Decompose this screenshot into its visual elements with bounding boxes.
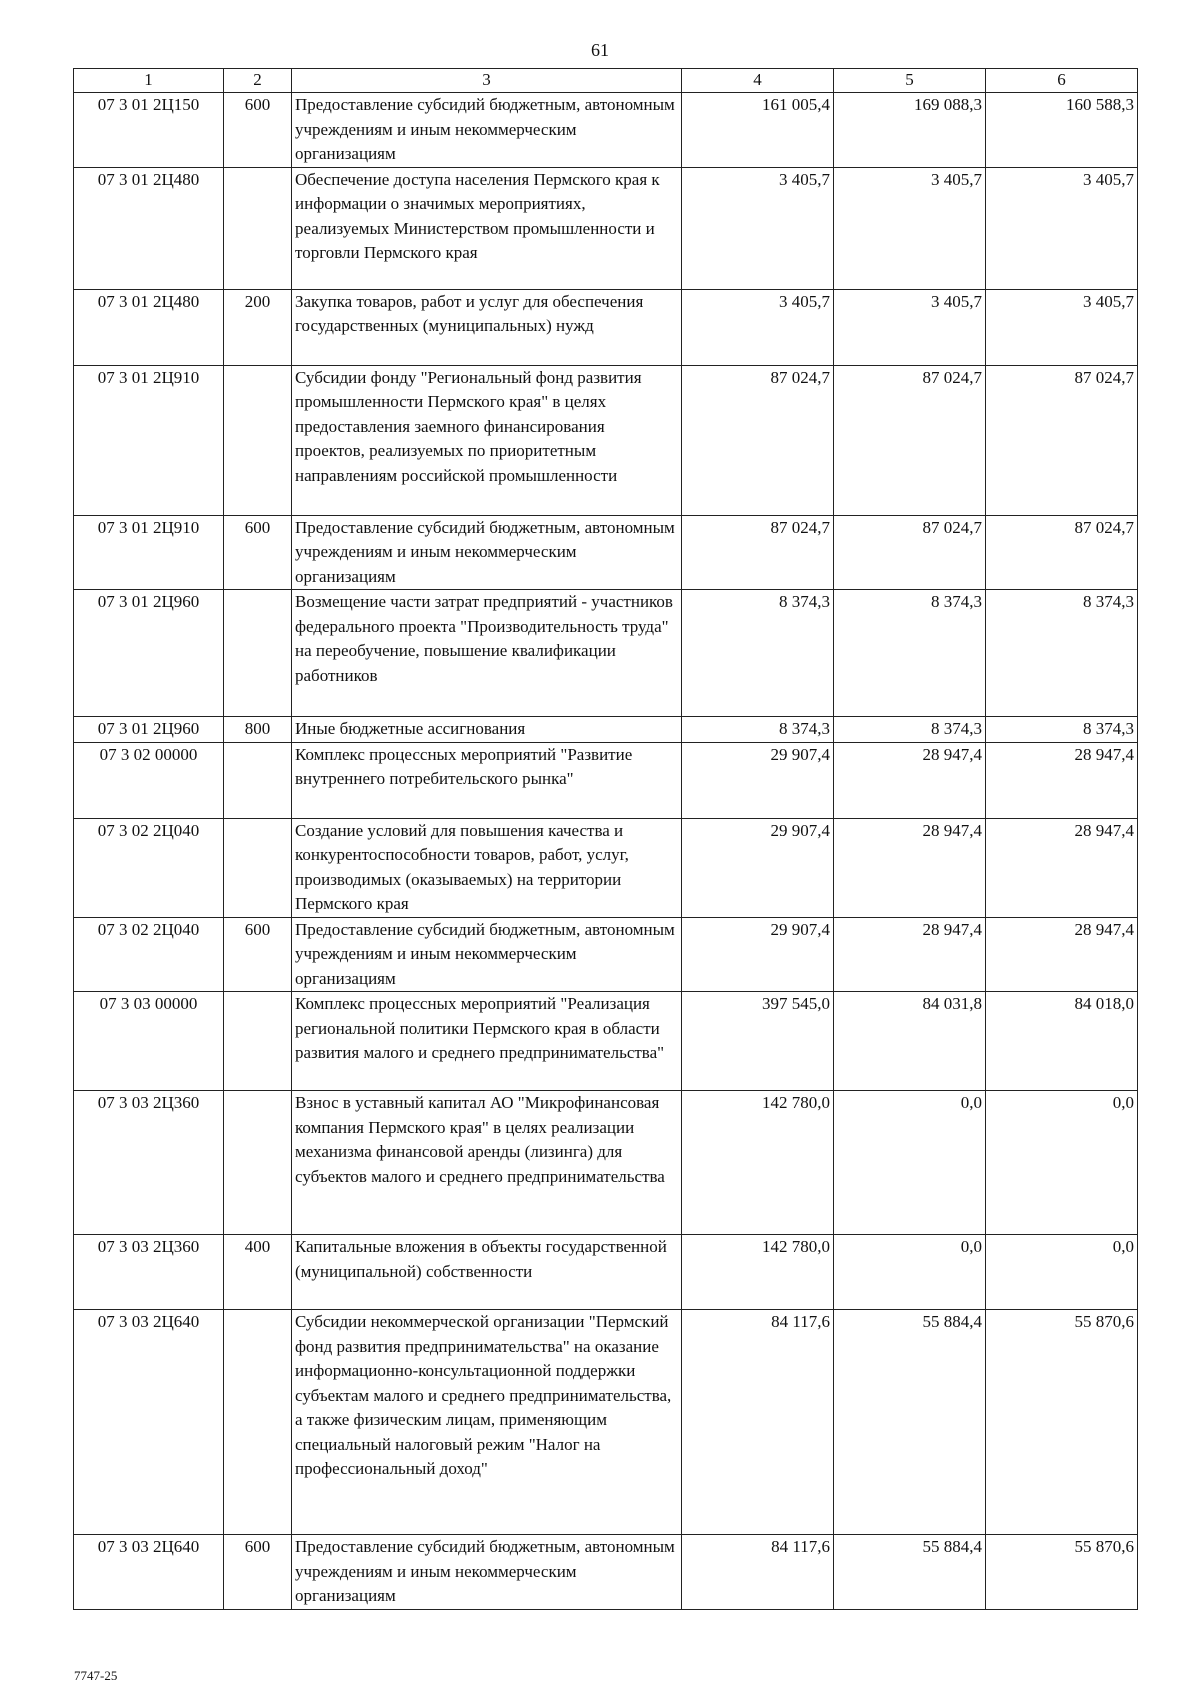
amount-year2-cell: 3 405,7: [834, 289, 986, 365]
header-cell-1: 1: [74, 69, 224, 93]
amount-year1-cell: 8 374,3: [682, 590, 834, 717]
expense-type-cell: 600: [224, 93, 292, 168]
table-row: [74, 93, 1138, 168]
header-cell-3: 3: [292, 69, 682, 93]
table-row: [74, 917, 1138, 992]
amount-year1-cell: 87 024,7: [682, 515, 834, 590]
code-cell: 07 3 02 2Ц040: [74, 917, 224, 992]
name-cell: Предоставление субсидий бюджетным, автономным учреждениям и иным некоммерческим организациям: [292, 93, 682, 168]
table-row: [74, 742, 1138, 818]
code-cell: 07 3 01 2Ц910: [74, 515, 224, 590]
name-cell: Субсидии фонду "Региональный фонд развития промышленности Пермского края" в целях предоставления заемного финансирования проектов, реализуемых по приоритетным направлениям российской промышленности: [292, 365, 682, 515]
amount-year3-cell: 28 947,4: [986, 917, 1138, 992]
expense-type-cell: [224, 167, 292, 289]
amount-year3-cell: 0,0: [986, 1091, 1138, 1235]
header-cell-4: 4: [682, 69, 834, 93]
amount-year3-cell: 160 588,3: [986, 93, 1138, 168]
budget-table: [73, 68, 1138, 1610]
amount-year3-cell: 3 405,7: [986, 167, 1138, 289]
amount-year2-cell: 55 884,4: [834, 1535, 986, 1610]
page-number: 61: [591, 40, 609, 60]
expense-type-cell: [224, 590, 292, 717]
name-cell: Взнос в уставный капитал АО "Микрофинансовая компания Пермского края" в целях реализации механизма финансовой аренды (лизинга) для субъектов малого и среднего предпринимательства: [292, 1091, 682, 1235]
amount-year2-cell: 8 374,3: [834, 590, 986, 717]
amount-year2-cell: 0,0: [834, 1091, 986, 1235]
expense-type-cell: [224, 818, 292, 917]
amount-year1-cell: 29 907,4: [682, 742, 834, 818]
document-code: 7747-25: [74, 1668, 118, 1683]
expense-type-cell: 600: [224, 1535, 292, 1610]
header-row: [74, 69, 1138, 93]
amount-year2-cell: 84 031,8: [834, 992, 986, 1091]
name-cell: Предоставление субсидий бюджетным, автономным учреждениям и иным некоммерческим организациям: [292, 917, 682, 992]
expense-type-cell: [224, 365, 292, 515]
expense-type-cell: [224, 1091, 292, 1235]
name-cell: Капитальные вложения в объекты государственной (муниципальной) собственности: [292, 1235, 682, 1310]
amount-year2-cell: 0,0: [834, 1235, 986, 1310]
amount-year1-cell: 142 780,0: [682, 1091, 834, 1235]
amount-year1-cell: 3 405,7: [682, 289, 834, 365]
amount-year1-cell: 3 405,7: [682, 167, 834, 289]
name-cell: Закупка товаров, работ и услуг для обеспечения государственных (муниципальных) нужд: [292, 289, 682, 365]
name-cell: Комплекс процессных мероприятий "Реализация региональной политики Пермского края в области развития малого и среднего предпринимательства": [292, 992, 682, 1091]
table-row: [74, 515, 1138, 590]
amount-year3-cell: 8 374,3: [986, 590, 1138, 717]
amount-year1-cell: 8 374,3: [682, 717, 834, 743]
name-cell: Возмещение части затрат предприятий - участников федерального проекта "Производительность труда" на переобучение, повышение квалификации работников: [292, 590, 682, 717]
table-row: [74, 992, 1138, 1091]
table-row: [74, 289, 1138, 365]
amount-year3-cell: 0,0: [986, 1235, 1138, 1310]
code-cell: 07 3 01 2Ц960: [74, 717, 224, 743]
code-cell: 07 3 01 2Ц150: [74, 93, 224, 168]
header-cell-6: 6: [986, 69, 1138, 93]
expense-type-cell: 600: [224, 515, 292, 590]
header-cell-5: 5: [834, 69, 986, 93]
amount-year1-cell: 29 907,4: [682, 818, 834, 917]
amount-year1-cell: 87 024,7: [682, 365, 834, 515]
name-cell: Предоставление субсидий бюджетным, автономным учреждениям и иным некоммерческим организациям: [292, 1535, 682, 1610]
amount-year3-cell: 87 024,7: [986, 365, 1138, 515]
code-cell: 07 3 01 2Ц960: [74, 590, 224, 717]
expense-type-cell: 600: [224, 917, 292, 992]
expense-type-cell: 400: [224, 1235, 292, 1310]
name-cell: Иные бюджетные ассигнования: [292, 717, 682, 743]
code-cell: 07 3 01 2Ц910: [74, 365, 224, 515]
name-cell: Обеспечение доступа населения Пермского края к информации о значимых мероприятиях, реализуемых Министерством промышленности и торговли Пермского края: [292, 167, 682, 289]
name-cell: Комплекс процессных мероприятий "Развитие внутреннего потребительского рынка": [292, 742, 682, 818]
code-cell: 07 3 03 2Ц640: [74, 1310, 224, 1535]
amount-year3-cell: 8 374,3: [986, 717, 1138, 743]
amount-year1-cell: 84 117,6: [682, 1535, 834, 1610]
amount-year3-cell: 84 018,0: [986, 992, 1138, 1091]
amount-year3-cell: 28 947,4: [986, 818, 1138, 917]
amount-year3-cell: 87 024,7: [986, 515, 1138, 590]
amount-year2-cell: 55 884,4: [834, 1310, 986, 1535]
amount-year2-cell: 169 088,3: [834, 93, 986, 168]
amount-year3-cell: 3 405,7: [986, 289, 1138, 365]
amount-year2-cell: 87 024,7: [834, 515, 986, 590]
code-cell: 07 3 02 00000: [74, 742, 224, 818]
table-row: [74, 365, 1138, 515]
code-cell: 07 3 03 2Ц360: [74, 1235, 224, 1310]
name-cell: Предоставление субсидий бюджетным, автономным учреждениям и иным некоммерческим организациям: [292, 515, 682, 590]
expense-type-cell: [224, 992, 292, 1091]
amount-year1-cell: 29 907,4: [682, 917, 834, 992]
amount-year2-cell: 8 374,3: [834, 717, 986, 743]
expense-type-cell: 800: [224, 717, 292, 743]
amount-year3-cell: 55 870,6: [986, 1310, 1138, 1535]
table-row: [74, 167, 1138, 289]
amount-year1-cell: 161 005,4: [682, 93, 834, 168]
table-row: [74, 590, 1138, 717]
amount-year2-cell: 87 024,7: [834, 365, 986, 515]
table-row: [74, 818, 1138, 917]
amount-year1-cell: 142 780,0: [682, 1235, 834, 1310]
code-cell: 07 3 03 2Ц640: [74, 1535, 224, 1610]
expense-type-cell: [224, 1310, 292, 1535]
amount-year3-cell: 28 947,4: [986, 742, 1138, 818]
amount-year2-cell: 28 947,4: [834, 917, 986, 992]
amount-year2-cell: 28 947,4: [834, 742, 986, 818]
header-cell-2: 2: [224, 69, 292, 93]
code-cell: 07 3 02 2Ц040: [74, 818, 224, 917]
table-row: [74, 717, 1138, 743]
code-cell: 07 3 01 2Ц480: [74, 167, 224, 289]
table-row: [74, 1310, 1138, 1535]
code-cell: 07 3 01 2Ц480: [74, 289, 224, 365]
amount-year1-cell: 397 545,0: [682, 992, 834, 1091]
expense-type-cell: [224, 742, 292, 818]
amount-year2-cell: 3 405,7: [834, 167, 986, 289]
table-row: [74, 1091, 1138, 1235]
name-cell: Создание условий для повышения качества и конкурентоспособности товаров, работ, услуг, производимых (оказываемых) на территории Пермского края: [292, 818, 682, 917]
code-cell: 07 3 03 2Ц360: [74, 1091, 224, 1235]
amount-year3-cell: 55 870,6: [986, 1535, 1138, 1610]
amount-year1-cell: 84 117,6: [682, 1310, 834, 1535]
amount-year2-cell: 28 947,4: [834, 818, 986, 917]
table-row: [74, 1235, 1138, 1310]
table-row: [74, 1535, 1138, 1610]
name-cell: Субсидии некоммерческой организации "Пермский фонд развития предпринимательства" на оказание информационно-консультационной поддержки субъектам малого и среднего предпринимательства, а также физическим лицам, применяющим специальный налоговый режим "Налог на профессиональный доход": [292, 1310, 682, 1535]
expense-type-cell: 200: [224, 289, 292, 365]
code-cell: 07 3 03 00000: [74, 992, 224, 1091]
